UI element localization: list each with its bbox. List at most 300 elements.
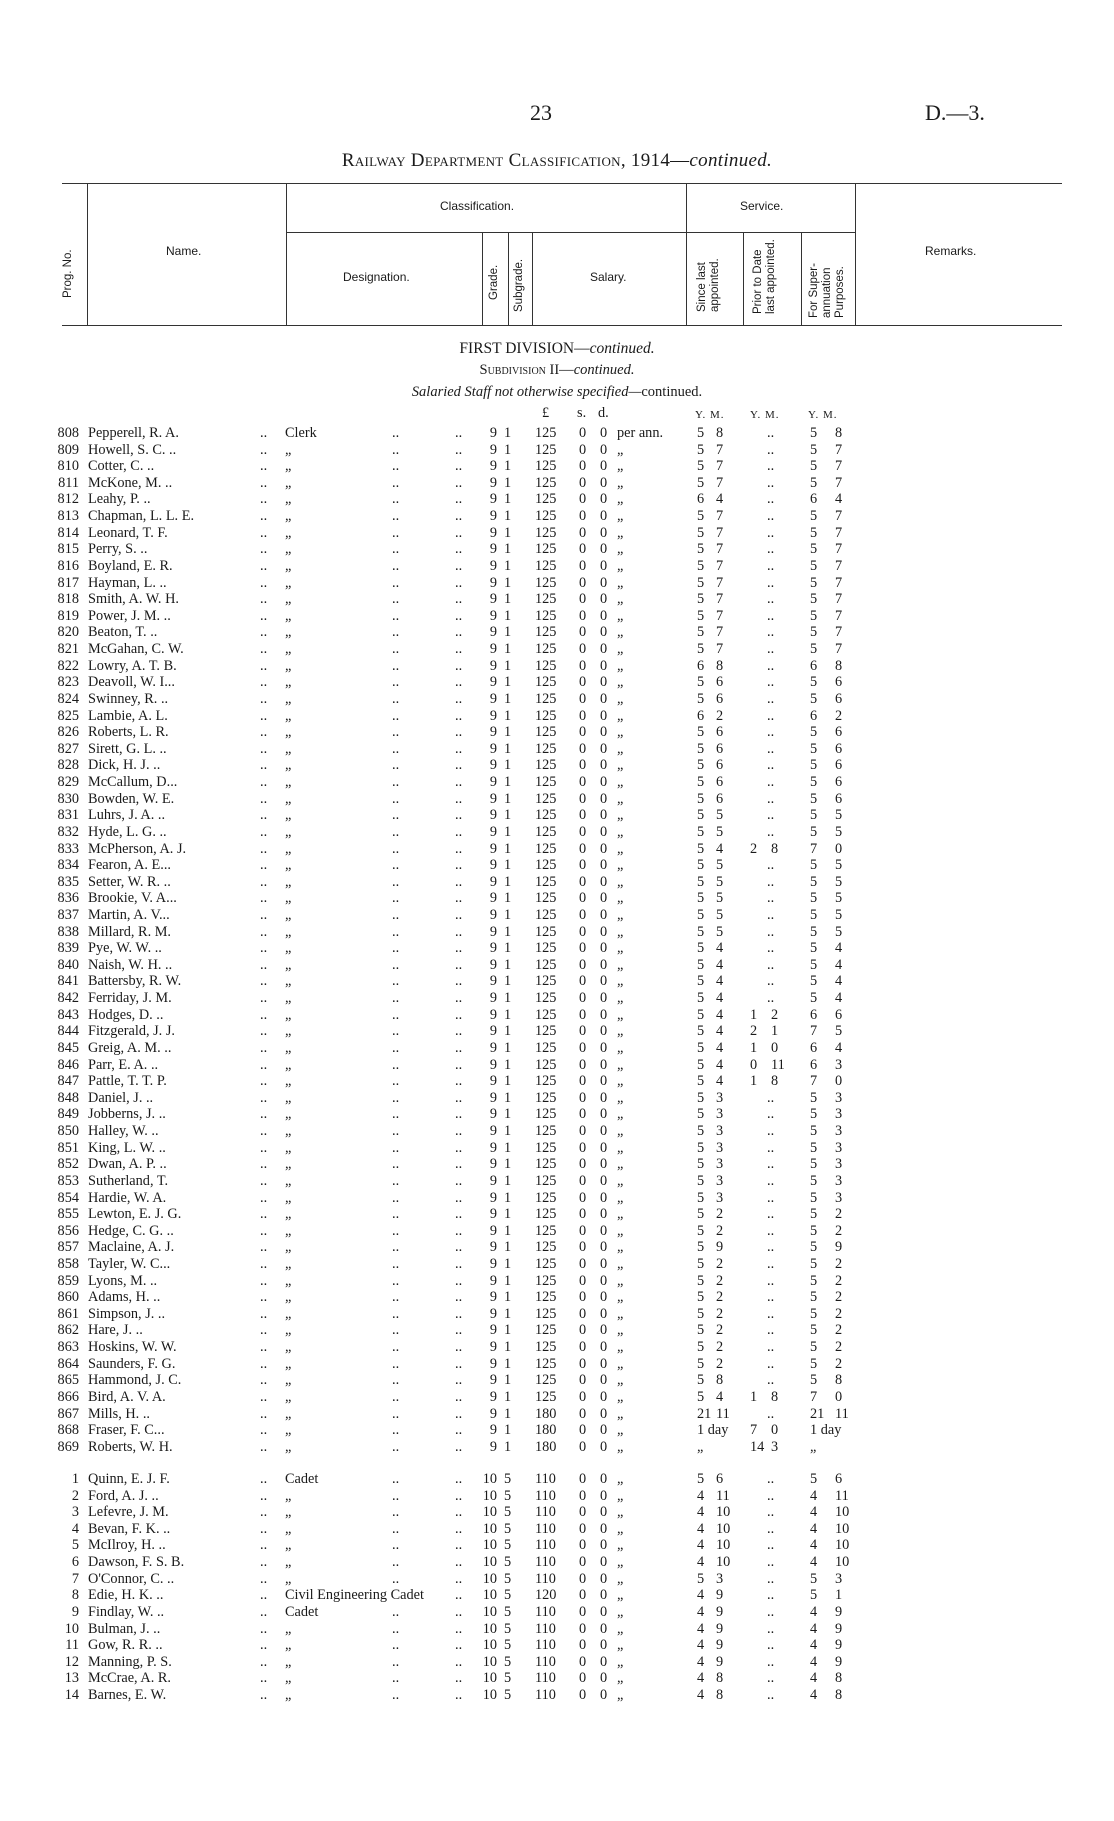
super-months: 1	[835, 1587, 843, 1604]
super-years: 5	[810, 990, 818, 1007]
super-years: 5	[810, 873, 818, 890]
grade: 9	[489, 1372, 497, 1389]
super-months: 3	[835, 1189, 843, 1206]
since-months: 7	[716, 474, 724, 491]
leader-dots: ..	[392, 1239, 400, 1256]
leader-dots: ..	[392, 657, 400, 674]
prior-service: ..	[767, 624, 775, 641]
salary-pounds: 110	[535, 1637, 556, 1654]
designation: „	[285, 1006, 292, 1023]
leader-dots: ..	[260, 1039, 268, 1056]
prior-service: ..	[767, 1504, 775, 1521]
since-years: 5	[697, 607, 705, 624]
designation: „	[285, 707, 292, 724]
since-months: 8	[716, 1670, 724, 1687]
prior-service: ..	[767, 990, 775, 1007]
salary-period: „	[617, 1189, 624, 1206]
subgrade: 1	[504, 574, 512, 591]
table-row	[0, 1206, 1114, 1222]
leader-dots: ..	[392, 1504, 400, 1521]
prior-service: ..	[767, 1156, 775, 1173]
staff-name: Fraser, F. C...	[88, 1422, 165, 1439]
salary-pence: 0	[600, 524, 608, 541]
table-row	[0, 724, 1114, 740]
leader-dots: ..	[455, 1405, 463, 1422]
subgrade: 1	[504, 790, 512, 807]
grade: 9	[489, 1073, 497, 1090]
subgrade: 5	[504, 1537, 512, 1554]
salary-shillings: 0	[579, 1422, 587, 1439]
table-row	[0, 508, 1114, 524]
super-months: 4	[835, 973, 843, 990]
salary-shillings: 0	[579, 1637, 587, 1654]
since-years: 4	[697, 1603, 705, 1620]
table-row	[0, 1521, 1114, 1537]
prog-no: 8	[71, 1587, 79, 1604]
leader-dots: ..	[455, 641, 463, 658]
leader-dots: ..	[455, 923, 463, 940]
leader-dots: ..	[392, 1520, 400, 1537]
prior-service: ..	[767, 1603, 775, 1620]
since-years: 5	[697, 541, 705, 558]
leader-dots: ..	[260, 857, 268, 874]
salary-period: „	[617, 1106, 624, 1123]
leader-dots: ..	[260, 724, 268, 741]
leader-dots: ..	[260, 541, 268, 558]
designation: „	[285, 690, 292, 707]
subgrade: 1	[504, 840, 512, 857]
leader-dots: ..	[260, 1520, 268, 1537]
salary-pounds: 125	[535, 1172, 557, 1189]
salary-shillings: 0	[579, 1570, 587, 1587]
super-months: 2	[835, 1222, 843, 1239]
prog-no: 838	[57, 923, 79, 940]
subgrade: 1	[504, 1289, 512, 1306]
designation: „	[285, 1653, 292, 1670]
since-years: 5	[697, 674, 705, 691]
salary-pence: 0	[600, 1172, 608, 1189]
leader-dots: ..	[260, 1156, 268, 1173]
since-months: 5	[716, 890, 724, 907]
grade: 9	[489, 890, 497, 907]
designation: „	[285, 1073, 292, 1090]
leader-dots: ..	[392, 1637, 400, 1654]
leader-dots: ..	[260, 1438, 268, 1455]
subgrade: 1	[504, 474, 512, 491]
designation: „	[285, 1388, 292, 1405]
salary-period: „	[617, 774, 624, 791]
super-months: 7	[835, 541, 843, 558]
prog-no: 808	[57, 425, 79, 441]
table-row	[0, 1439, 1114, 1455]
super-years: 5	[810, 774, 818, 791]
subgrade: 1	[504, 1106, 512, 1123]
leader-dots: ..	[392, 591, 400, 608]
salary-shillings: 0	[579, 1471, 587, 1487]
leader-dots: ..	[455, 1422, 463, 1439]
salary-pounds: 125	[535, 491, 557, 508]
since-years: 5	[697, 790, 705, 807]
salary-period: „	[617, 1372, 624, 1389]
table-row	[0, 741, 1114, 757]
leader-dots: ..	[455, 823, 463, 840]
col-rule-7	[743, 232, 744, 325]
salary-pounds: 125	[535, 641, 557, 658]
salary-shillings: 0	[579, 840, 587, 857]
prog-no: 3	[71, 1504, 79, 1521]
leader-dots: ..	[455, 1504, 463, 1521]
leader-dots: ..	[260, 1123, 268, 1140]
col-rule-5	[532, 232, 533, 325]
leader-dots: ..	[392, 1139, 400, 1156]
leader-dots: ..	[392, 541, 400, 558]
subgrade: 1	[504, 1172, 512, 1189]
super-months: 8	[835, 1372, 843, 1389]
salary-pounds: 110	[535, 1570, 556, 1587]
since-months: 5	[716, 857, 724, 874]
salary-pence: 0	[600, 508, 608, 525]
leader-dots: ..	[392, 790, 400, 807]
staff-name: Lyons, M. ..	[88, 1272, 158, 1289]
unit-shillings: s.	[577, 405, 587, 421]
salary-shillings: 0	[579, 1139, 587, 1156]
staff-name: McIlroy, H. ..	[88, 1537, 166, 1554]
leader-dots: ..	[455, 474, 463, 491]
salary-pounds: 125	[535, 1388, 557, 1405]
grade: 9	[489, 873, 497, 890]
staff-name: Quinn, E. J. F.	[88, 1471, 170, 1487]
salary-pence: 0	[600, 1487, 608, 1504]
since-months: 11	[716, 1405, 730, 1422]
subgrade: 1	[504, 890, 512, 907]
prog-no: 2	[71, 1487, 79, 1504]
leader-dots: ..	[455, 1603, 463, 1620]
leader-dots: ..	[455, 425, 463, 441]
salary-shillings: 0	[579, 973, 587, 990]
subgrade: 1	[504, 441, 512, 458]
leader-dots: ..	[392, 840, 400, 857]
designation: Civil Engineering Cadet	[285, 1587, 424, 1604]
table-row	[0, 973, 1114, 989]
table-row	[0, 708, 1114, 724]
staff-label: Salaried Staff not otherwise specified—	[411, 384, 642, 400]
prog-no: 864	[57, 1355, 79, 1372]
designation: „	[285, 557, 292, 574]
prog-no: 834	[57, 857, 79, 874]
since-months: 2	[716, 1322, 724, 1339]
prog-no: 869	[57, 1438, 79, 1455]
leader-dots: ..	[392, 1355, 400, 1372]
salary-pence: 0	[600, 1156, 608, 1173]
leader-dots: ..	[455, 1322, 463, 1339]
table-row	[0, 1106, 1114, 1122]
staff-name: Battersby, R. W.	[88, 973, 182, 990]
salary-pounds: 125	[535, 1023, 557, 1040]
since-years: 5	[697, 740, 705, 757]
grade: 10	[482, 1554, 497, 1571]
prog-no: 852	[57, 1156, 79, 1173]
salary-shillings: 0	[579, 1372, 587, 1389]
subgrade: 5	[504, 1487, 512, 1504]
leader-dots: ..	[455, 1372, 463, 1389]
salary-pence: 0	[600, 1056, 608, 1073]
salary-shillings: 0	[579, 1106, 587, 1123]
super-years: 5	[810, 973, 818, 990]
leader-dots: ..	[455, 607, 463, 624]
leader-dots: ..	[455, 807, 463, 824]
prog-no: 818	[57, 591, 79, 608]
super-months: 6	[835, 1006, 843, 1023]
prior-years: 0	[750, 1056, 758, 1073]
prior-service: ..	[767, 1587, 775, 1604]
leader-dots: ..	[455, 774, 463, 791]
super-months: 7	[835, 458, 843, 475]
since-years: 4	[697, 1670, 705, 1687]
prog-no: 841	[57, 973, 79, 990]
staff-name: Martin, A. V...	[88, 906, 170, 923]
header-since-last: Since last appointed.	[696, 258, 721, 312]
since-years: 5	[697, 1106, 705, 1123]
prior-service: ..	[767, 956, 775, 973]
prog-no: 831	[57, 807, 79, 824]
super-years: 5	[810, 557, 818, 574]
page-title	[0, 150, 1114, 172]
prior-service: ..	[767, 1256, 775, 1272]
super-months: 2	[835, 1206, 843, 1223]
since-months: 3	[716, 1106, 724, 1123]
staff-name: Hare, J. ..	[88, 1322, 143, 1339]
salary-shillings: 0	[579, 641, 587, 658]
grade: 9	[489, 1438, 497, 1455]
page-number: 23	[530, 100, 552, 125]
super-years: 7	[810, 840, 818, 857]
leader-dots: ..	[392, 1388, 400, 1405]
prior-service: ..	[767, 707, 775, 724]
table-row	[0, 1073, 1114, 1089]
salary-pence: 0	[600, 873, 608, 890]
since-years: 5	[697, 1023, 705, 1040]
designation: „	[285, 1256, 292, 1272]
salary-shillings: 0	[579, 1322, 587, 1339]
super-years: 5	[810, 1339, 818, 1356]
leader-dots: ..	[260, 1272, 268, 1289]
leader-dots: ..	[392, 524, 400, 541]
leader-dots: ..	[392, 873, 400, 890]
salary-pence: 0	[600, 1139, 608, 1156]
super-months: 3	[835, 1172, 843, 1189]
salary-period: „	[617, 1073, 624, 1090]
designation: Cadet	[285, 1603, 319, 1620]
salary-shillings: 0	[579, 873, 587, 890]
salary-pounds: 125	[535, 1006, 557, 1023]
salary-pounds: 110	[535, 1537, 556, 1554]
salary-pounds: 125	[535, 774, 557, 791]
staff-name: Leahy, P. ..	[88, 491, 151, 508]
table-row	[0, 1239, 1114, 1255]
prior-service: ..	[767, 1272, 775, 1289]
leader-dots: ..	[260, 774, 268, 791]
since-years: 5	[697, 690, 705, 707]
prior-service: ..	[767, 774, 775, 791]
leader-dots: ..	[260, 441, 268, 458]
prog-no: 828	[57, 757, 79, 774]
prog-no: 842	[57, 990, 79, 1007]
prior-service: ..	[767, 1222, 775, 1239]
salary-pounds: 180	[535, 1438, 557, 1455]
super-months: 8	[835, 1670, 843, 1687]
super-years: 5	[810, 425, 818, 441]
since-years: 5	[697, 1322, 705, 1339]
grade: 9	[489, 956, 497, 973]
super-months: 6	[835, 690, 843, 707]
designation: „	[285, 724, 292, 741]
super-months: 2	[835, 1322, 843, 1339]
grade: 9	[489, 1272, 497, 1289]
leader-dots: ..	[392, 557, 400, 574]
since-months: 7	[716, 557, 724, 574]
salary-shillings: 0	[579, 1405, 587, 1422]
leader-dots: ..	[392, 1056, 400, 1073]
grade: 9	[489, 1322, 497, 1339]
salary-pounds: 125	[535, 1106, 557, 1123]
super-years: 5	[810, 724, 818, 741]
since-years: 5	[697, 1289, 705, 1306]
staff-name: Lowry, A. T. B.	[88, 657, 177, 674]
super-years: 21	[810, 1405, 825, 1422]
table-row	[0, 1587, 1114, 1603]
table-row	[0, 1289, 1114, 1305]
super-months: 4	[835, 956, 843, 973]
salary-pounds: 125	[535, 873, 557, 890]
super-years: 5	[810, 1206, 818, 1223]
since-months: 10	[716, 1504, 731, 1521]
grade: 9	[489, 1305, 497, 1322]
division-cont: continued.	[589, 340, 655, 357]
prog-no: 847	[57, 1073, 79, 1090]
staff-name: Simpson, J. ..	[88, 1305, 166, 1322]
grade: 9	[489, 857, 497, 874]
salary-pounds: 110	[535, 1653, 556, 1670]
subgrade: 1	[504, 1039, 512, 1056]
staff-name: Beaton, T. ..	[88, 624, 158, 641]
prog-no: 858	[57, 1256, 79, 1272]
prior-service: ..	[767, 557, 775, 574]
grade: 9	[489, 807, 497, 824]
super-years: 5	[810, 1587, 818, 1604]
salary-period: „	[617, 1422, 624, 1439]
leader-dots: ..	[392, 1305, 400, 1322]
units-row	[0, 405, 1114, 421]
designation: „	[285, 458, 292, 475]
leader-dots: ..	[455, 940, 463, 957]
since-years: 5	[697, 890, 705, 907]
leader-dots: ..	[455, 707, 463, 724]
prior-service: ..	[767, 1339, 775, 1356]
leader-dots: ..	[392, 1256, 400, 1272]
since-months: 9	[716, 1587, 724, 1604]
grade: 9	[489, 823, 497, 840]
super-months: 6	[835, 757, 843, 774]
salary-period: „	[617, 990, 624, 1007]
grade: 9	[489, 1023, 497, 1040]
leader-dots: ..	[392, 774, 400, 791]
salary-shillings: 0	[579, 707, 587, 724]
leader-dots: ..	[455, 1438, 463, 1455]
grade: 9	[489, 1222, 497, 1239]
leader-dots: ..	[392, 956, 400, 973]
table-row	[0, 591, 1114, 607]
designation: „	[285, 1372, 292, 1389]
leader-dots: ..	[260, 1355, 268, 1372]
super-months: 2	[835, 1256, 843, 1272]
salary-period: „	[617, 591, 624, 608]
subgrade: 1	[504, 906, 512, 923]
leader-dots: ..	[260, 707, 268, 724]
designation: „	[285, 906, 292, 923]
leader-dots: ..	[455, 1189, 463, 1206]
since-months: 5	[716, 823, 724, 840]
salary-pounds: 125	[535, 425, 557, 441]
subgrade: 5	[504, 1637, 512, 1654]
prog-no: 813	[57, 508, 79, 525]
subgrade: 1	[504, 1089, 512, 1106]
since-years: 4	[697, 1520, 705, 1537]
staff-name: McKone, M. ..	[88, 474, 173, 491]
staff-name: Brookie, V. A...	[88, 890, 177, 907]
prog-no: 821	[57, 641, 79, 658]
since-years: 5	[697, 1355, 705, 1372]
salary-pounds: 125	[535, 840, 557, 857]
staff-name: Boyland, E. R.	[88, 557, 173, 574]
prior-years: 1	[750, 1073, 758, 1090]
super-years: 5	[810, 1355, 818, 1372]
salary-period: „	[617, 624, 624, 641]
super-years: 5	[810, 757, 818, 774]
since-years: 4	[697, 1687, 705, 1704]
leader-dots: ..	[260, 1322, 268, 1339]
subgrade: 1	[504, 524, 512, 541]
designation: „	[285, 1620, 292, 1637]
since-months: 8	[716, 1372, 724, 1389]
designation: „	[285, 1222, 292, 1239]
salary-pence: 0	[600, 1438, 608, 1455]
super-months: 3	[835, 1156, 843, 1173]
subgrade: 1	[504, 1355, 512, 1372]
table-row	[0, 1471, 1114, 1487]
salary-shillings: 0	[579, 1172, 587, 1189]
prog-no: 10	[64, 1620, 79, 1637]
subgrade: 1	[504, 1372, 512, 1389]
since-years: 5	[697, 557, 705, 574]
super-years: 5	[810, 740, 818, 757]
super-years: 4	[810, 1603, 818, 1620]
super-years: 5	[810, 1272, 818, 1289]
grade: 10	[482, 1570, 497, 1587]
salary-shillings: 0	[579, 1239, 587, 1256]
subgrade: 1	[504, 973, 512, 990]
leader-dots: ..	[392, 1372, 400, 1389]
designation: „	[285, 1123, 292, 1140]
salary-pence: 0	[600, 574, 608, 591]
leader-dots: ..	[260, 807, 268, 824]
super-months: 10	[835, 1504, 850, 1521]
salary-period: „	[617, 1620, 624, 1637]
leader-dots: ..	[260, 1189, 268, 1206]
salary-shillings: 0	[579, 1520, 587, 1537]
staff-name: Lambie, A. L.	[88, 707, 168, 724]
staff-name: Deavoll, W. I...	[88, 674, 175, 691]
salary-period: „	[617, 757, 624, 774]
